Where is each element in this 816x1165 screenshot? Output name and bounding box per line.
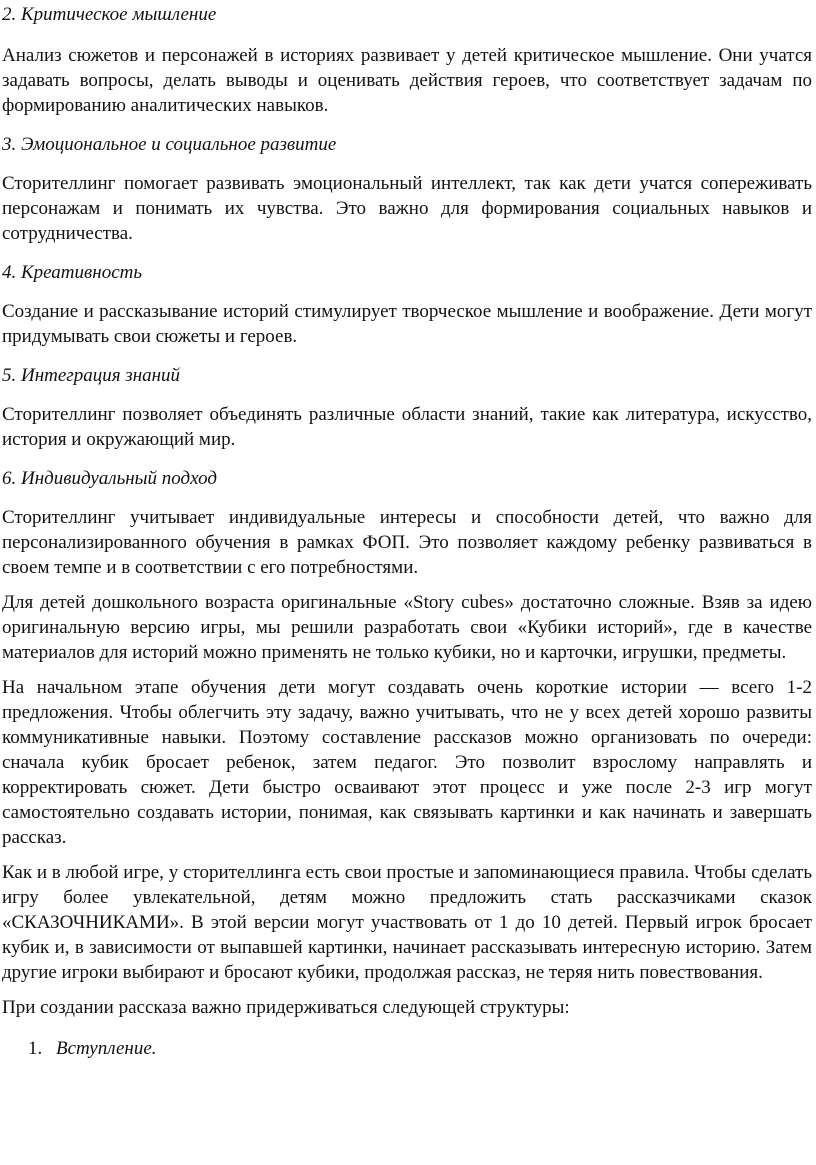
- list-item-number: 1.: [28, 1038, 43, 1059]
- paragraph-knowledge-integration: Сторителлинг позволяет объединять различные области знаний, такие как литература, искусство, история и окружающий мир.: [2, 404, 812, 450]
- section-heading-individual-approach: 6. Индивидуальный подход: [2, 468, 217, 489]
- paragraph-initial-stage: На начальном этапе обучения дети могут создавать очень короткие истории — всего 1-2 предложения. Чтобы облегчить эту задачу, важно учитывать, что не у всех детей хорошо развиты коммуникативные навыки. Поэтому составление рассказов можно организовать по очереди: сначала кубик бросает ребенок, затем педагог. Это позволит взрослому направлять и корректировать сюжет. Дети быстро осваивают этот процесс и уже после 2-3 игр могут самостоятельно создавать истории, понимая, как связывать картинки и как начинать и завершать рассказ.: [2, 677, 812, 848]
- paragraph-game-rules: Как и в любой игре, у сторителлинга есть свои простые и запоминающиеся правила. Чтобы сделать игру более увлекательной, детям можно предложить стать рассказчиками сказок «СКАЗОЧНИКАМИ». В этой версии могут участвовать от 1 до 10 детей. Первый игрок бросает кубик и, в зависимости от выпавшей картинки, начинает рассказывать интересную историю. Затем другие игроки выбирают и бросают кубики, продолжая рассказ, не теряя нить повествования.: [2, 862, 812, 983]
- paragraph-story-cubes: Для детей дошкольного возраста оригинальные «Story cubes» достаточно сложные. Взяв за идею оригинальную версию игры, мы решили разработать свои «Кубики историй», где в качестве материалов для историй можно применять не только кубики, но и карточки, игрушки, предметы.: [2, 592, 812, 663]
- paragraph-creativity: Создание и рассказывание историй стимулирует творческое мышление и воображение. Дети могут придумывать свои сюжеты и героев.: [2, 301, 812, 347]
- paragraph-critical-thinking: Анализ сюжетов и персонажей в историях развивает у детей критическое мышление. Они учатся задавать вопросы, делать выводы и оценивать действия героев, что соответствует задачам по формированию аналитических навыков.: [2, 45, 812, 116]
- section-heading-creativity: 4. Креативность: [2, 262, 142, 283]
- section-heading-emotional-social: 3. Эмоциональное и социальное развитие: [2, 134, 337, 155]
- section-heading-critical-thinking: 2. Критическое мышление: [2, 4, 217, 25]
- section-heading-knowledge-integration: 5. Интеграция знаний: [2, 365, 181, 386]
- structure-list: [2, 1036, 812, 1061]
- list-item-text: Вступление.: [56, 1038, 157, 1059]
- paragraph-emotional-social: Сторителлинг помогает развивать эмоциональный интеллект, так как дети учатся сопереживать персонажам и понимать их чувства. Это важно для формирования социальных навыков и сотрудничества.: [2, 173, 812, 244]
- paragraph-story-structure: При создании рассказа важно придерживаться следующей структуры:: [2, 997, 570, 1018]
- paragraph-individual-approach: Сторителлинг учитывает индивидуальные интересы и способности детей, что важно для персонализированного обучения в рамках ФОП. Это позволяет каждому ребенку развиваться в своем темпе и в соответствии с его потребностями.: [2, 507, 812, 578]
- list-item: [2, 1036, 812, 1061]
